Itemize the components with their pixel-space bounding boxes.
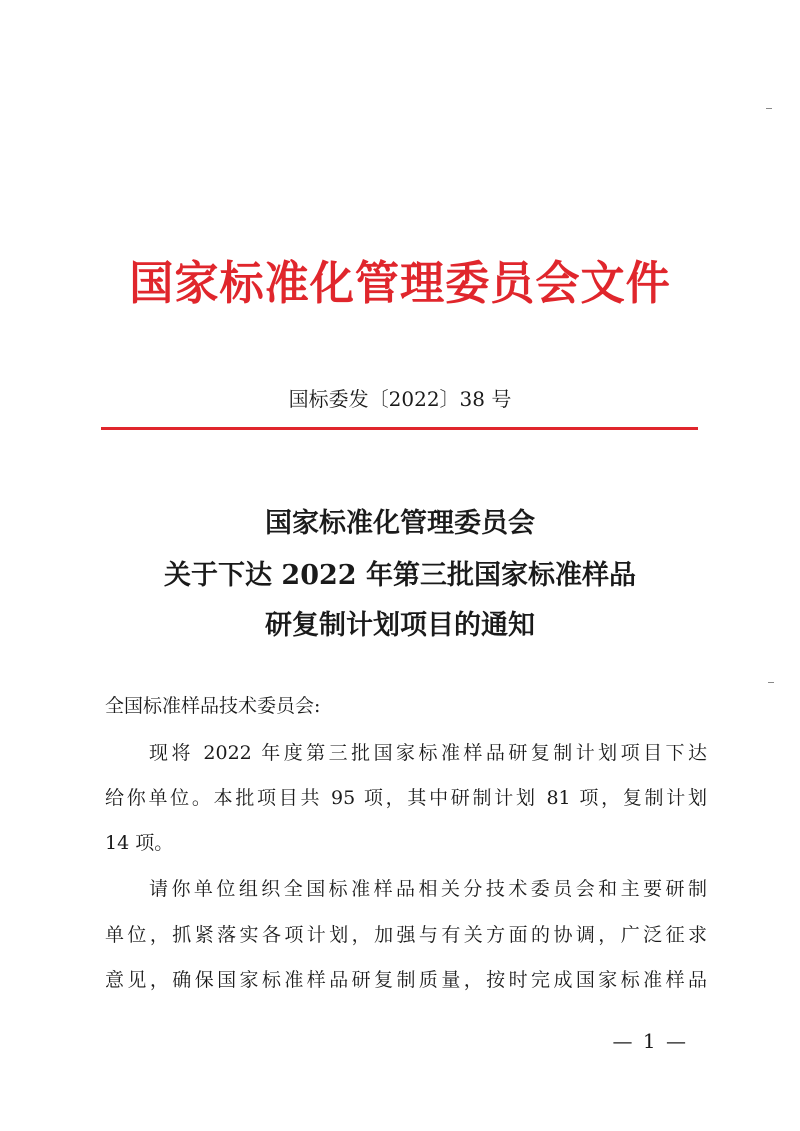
red-separator-line xyxy=(101,427,698,430)
title-line-1: 国家标准化管理委员会 xyxy=(265,508,535,539)
body-line: 14 项。 xyxy=(105,832,174,854)
body-line: 单位，抓紧落实各项计划，加强与有关方面的协调，广泛征求 xyxy=(105,924,707,946)
issuer-heading: 国家标准化管理委员会文件 xyxy=(129,256,671,310)
scan-mark xyxy=(768,682,774,683)
body-line: 现将 2022 年度第三批国家标准样品研复制计划项目下达 xyxy=(149,742,707,764)
title-line-2: 关于下达 2022 年第三批国家标准样品 xyxy=(164,560,636,591)
body-line: 给你单位。本批项目共 95 项，其中研制计划 81 项，复制计划 xyxy=(105,787,707,809)
document-number: 国标委发〔2022〕38 号 xyxy=(288,387,512,411)
title-line-3: 研复制计划项目的通知 xyxy=(265,610,535,641)
body-line: 意见，确保国家标准样品研复制质量，按时完成国家标准样品 xyxy=(105,969,707,991)
salutation: 全国标准样品技术委员会: xyxy=(105,695,321,717)
page-number: — 1 — xyxy=(612,1029,688,1053)
body-line: 请你单位组织全国标准样品相关分技术委员会和主要研制 xyxy=(149,878,707,900)
scan-mark xyxy=(766,108,772,109)
